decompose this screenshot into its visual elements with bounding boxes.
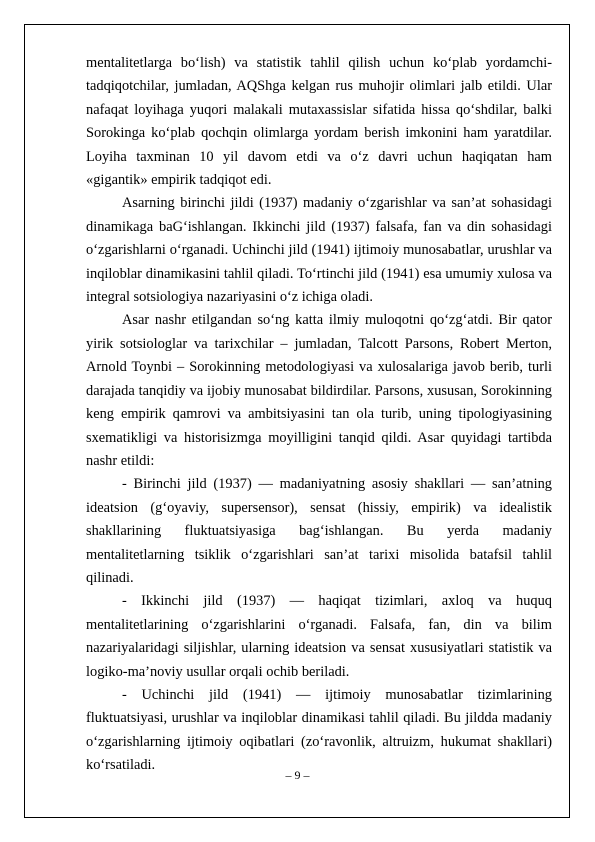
paragraph: mentalitetlarga bo‘lish) va statistik tahlil qilish uchun ko‘plab yordamchi-tadqiqotchilar, jumladan, AQShga kelgan rus muhojir olimlari jalb etildi. Ular nafaqat loyihaga yuqori malakali mutaxassislar sifatida hissa qo‘shdilar, balki Sorokinga ko‘plab qochqin olimlarga yordam berish imkonini ham yaratdilar. Loyiha taxminan 10 yil davom etdi va o‘z davri uchun haqiqatan ham «gigantik» empirik tadqiqot edi. bbox=[86, 55, 552, 189]
document-body bbox=[86, 52, 552, 778]
paragraph: Asarning birinchi jildi (1937) madaniy o‘zgarishlar va san’at sohasidagi dinamikaga baG‘ishlangan. Ikkinchi jild (1937) falsafa, fan va din sohasidagi o‘zgarishlarni o‘rganadi. Uchinchi jild (1941) ijtimoiy munosabatlar, urushlar va inqiloblar dinamikasini tahlil qiladi. To‘rtinchi jild (1941) esa umumiy xulosa va integral sotsiologiya nazariyasini o‘z ichiga oladi. bbox=[86, 195, 552, 306]
paragraph: Asar nashr etilgandan so‘ng katta ilmiy muloqotni qo‘zg‘atdi. Bir qator yirik sotsiologlar va tarixchilar – jumladan, Talcott Parsons, Robert Merton, Arnold Toynbi – Sorokinning metodologiyasi va xulosalariga javob berib, turli darajada tanqidiy va ijobiy munosabat bildirdilar. Parsons, xususan, Sorokinning keng empirik qamrovi va ambitsiyasini tan ola turib, uning tipologiyasining sxematikligi va historisizmga moyilligini tanqid qildi. Asar quyidagi tartibda nashr etildi: bbox=[86, 312, 552, 469]
list-item: - Uchinchi jild (1941) — ijtimoiy munosabatlar tizimlarining fluktuatsiyasi, urushlar va inqiloblar dinamikasi tahlil qiladi. Bu jildda madaniy o‘zgarishlarning ijtimoiy oqibatlari (zo‘ravonlik, altruizm, hukumat shakllari) ko‘rsatiladi. bbox=[86, 686, 552, 774]
list-item: - Ikkinchi jild (1937) — haqiqat tizimlari, axloq va huquq mentalitetlarining o‘zgarishlarini o‘rganadi. Falsafa, fan, din va bilim nazariyalaridagi siljishlar, ularning ideatsion va sensat xususiyatlari statistik va logiko-ma’noviy usullar orqali ochib beriladi. bbox=[86, 593, 552, 680]
page-number: – 9 – bbox=[285, 768, 310, 782]
list-item: - Birinchi jild (1937) — madaniyatning asosiy shakllari — san’atning ideatsion (g‘oyaviy, supersensor), sensat (hissiy, empirik) va idealistik shakllarining fluktuatsiyasiga bag‘ishlangan. Bu yerda madaniy mentalitetlarning tsiklik o‘zgarishlari san’at tarixi misolida batafsil tahlil qilinadi. bbox=[86, 476, 552, 586]
